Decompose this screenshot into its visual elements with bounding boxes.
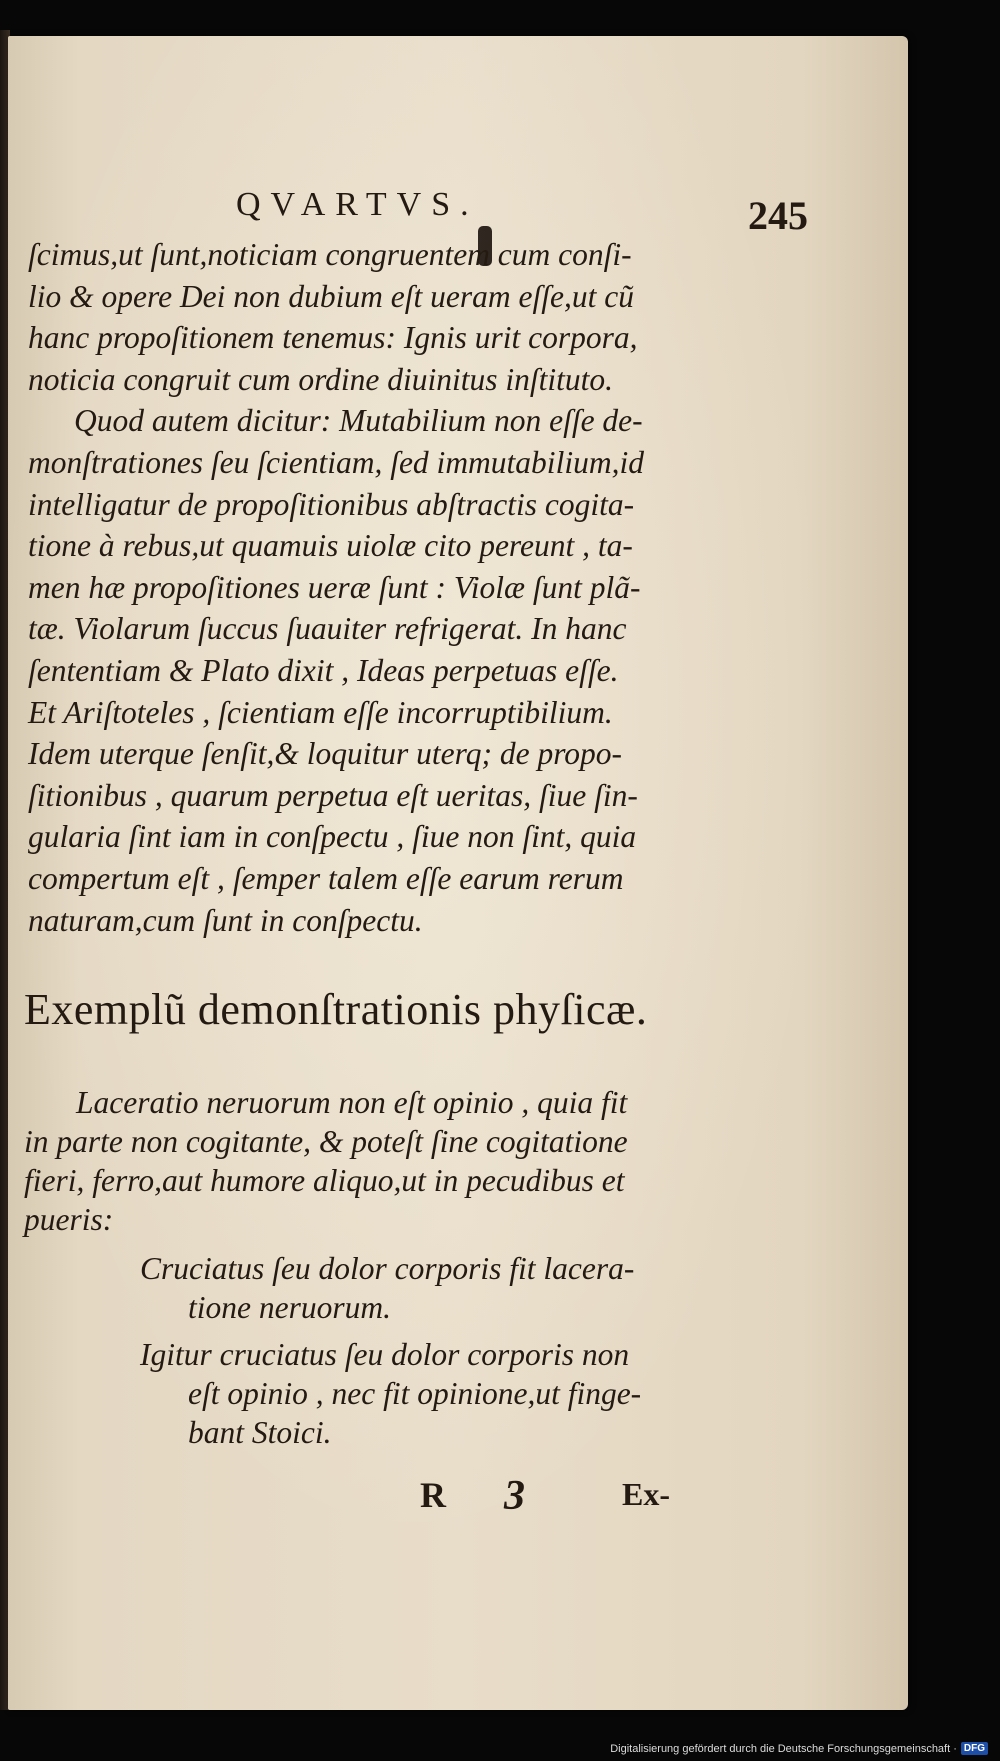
dfg-logo: DFG (961, 1742, 988, 1755)
catchword: Ex- (622, 1476, 670, 1512)
text-line: monſtrationes ſeu ſcientiam, ſed immutabilium,id (28, 444, 644, 480)
credit-text: Digitalisierung gefördert durch die Deutsche Forschungsgemeinschaft · (610, 1742, 957, 1755)
page-number: 245 (748, 193, 808, 238)
text-line: tione à rebus,ut quamuis uiolæ cito pereunt , ta- (28, 528, 633, 564)
syllogism-major-line: tione neruorum. (188, 1290, 391, 1325)
text-line: men hæ propoſitiones ueræ ſunt : Violæ ſunt plã- (28, 569, 641, 605)
text-line: lio & opere Dei non dubium eſt ueram eſſe,ut cũ (28, 278, 634, 314)
signature-number: 3 (504, 1473, 525, 1519)
text-line: hanc propoſitionem tenemus: Ignis urit corpora, (28, 320, 638, 356)
digitization-credit (610, 1742, 988, 1755)
text-line: Et Ariſtoteles , ſcientiam eſſe incorruptibilium. (28, 694, 613, 730)
body-text (28, 234, 728, 941)
text-line: noticia congruit cum ordine diuinitus inſtituto. (28, 361, 614, 397)
text-line: tæ. Violarum ſuccus ſuauiter refrigerat. In hanc (28, 611, 627, 647)
text-line: Quod autem dicitur: Mutabilium non eſſe de- (74, 403, 643, 439)
text-line: naturam,cum ſunt in conſpectu. (28, 902, 423, 938)
text-line: ſitionibus , quarum perpetua eſt ueritas, ſiue ſin- (28, 777, 638, 813)
text-line: Idem uterque ſenſit,& loquitur uterq; de propo- (28, 736, 623, 772)
syllogism-conclusion-line: Igitur cruciatus ſeu dolor corporis non (140, 1337, 630, 1372)
text-line: fieri, ferro,aut humore aliquo,ut in pecudibus et (24, 1163, 625, 1198)
section-heading: Exemplũ demonſtrationis phyſicæ. (24, 985, 648, 1034)
syllogism (140, 1249, 730, 1452)
text-line: intelligatur de propoſitionibus abſtractis cogita- (28, 486, 635, 522)
text-line: compertum eſt , ſemper talem eſſe earum rerum (28, 860, 624, 896)
book-page (8, 36, 908, 1710)
text-line: gularia ſint iam in conſpectu , ſiue non ſint, quia (28, 819, 637, 855)
syllogism-major-line: Cruciatus ſeu dolor corporis fit lacera- (140, 1251, 635, 1286)
text-line: Laceratio neruorum non eſt opinio , quia fit (76, 1085, 628, 1120)
text-line: ſententiam & Plato dixit , Ideas perpetuas eſſe. (28, 652, 619, 688)
text-line: pueris: (24, 1202, 114, 1237)
syllogism-conclusion-line: bant Stoici. (188, 1415, 332, 1450)
running-head: QVARTVS. (236, 186, 479, 223)
text-line: ſcimus,ut ſunt,noticiam congruentem cum conſi- (28, 237, 632, 272)
syllogism-conclusion-line: eſt opinio , nec fit opinione,ut finge- (188, 1376, 642, 1411)
text-line: in parte non cogitante, & poteſt ſine cogitatione (24, 1124, 628, 1159)
spacer (140, 1327, 730, 1335)
paragraph-laceratio (24, 1083, 724, 1239)
signature-mark: R (420, 1475, 446, 1515)
